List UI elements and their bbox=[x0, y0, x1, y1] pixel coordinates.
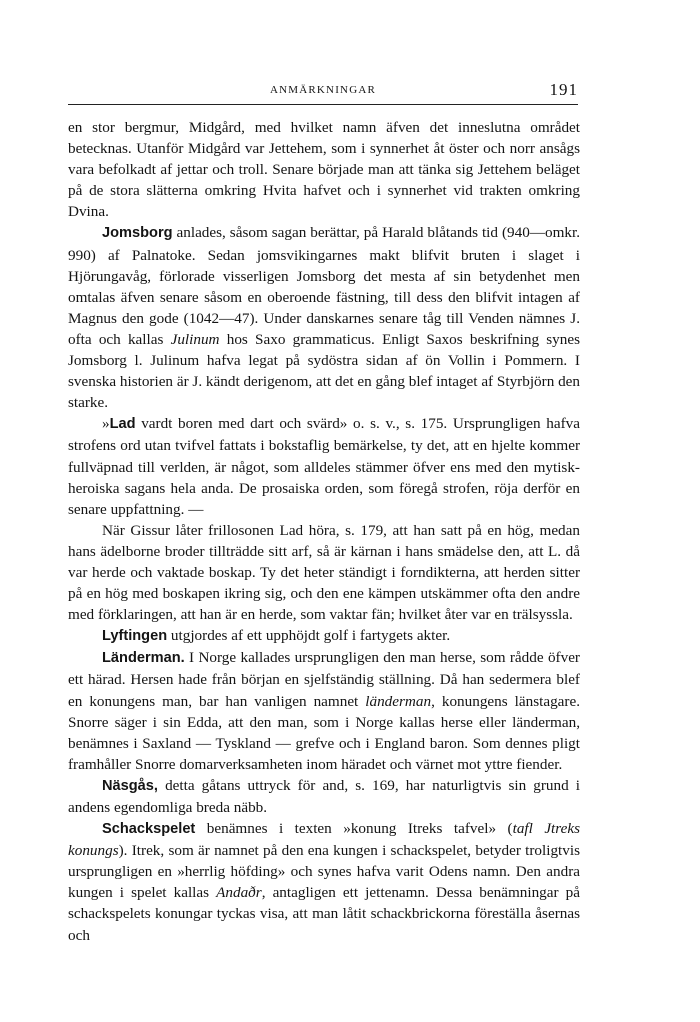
paragraph-nasgas bbox=[68, 775, 580, 818]
text-run: » bbox=[102, 415, 110, 433]
entry-term-schackspelet: Schackspelet bbox=[102, 821, 196, 838]
entry-term-nasgas: Näsgås, bbox=[102, 777, 158, 794]
italic-term: Julinum bbox=[170, 330, 220, 348]
text-run: ). Itrek, som är namnet på den ena kungen i schackspelet, betyder troligtvis ursprungligen en »herrlig höfding» och synes hafva varit Odens namn. Den andra kungen i spelet kallas bbox=[68, 842, 580, 902]
italic-term: tafl Jtreks konungs bbox=[68, 820, 581, 860]
text-run: vardt boren med dart och svärd» o. s. v., s. 175. Ursprungligen hafva strofens ord utan tvifvel fattats i bokstaflig bemärkelse, ty det, att en hjelte kommer fullväpnad till verlden, är något, som alldeles stämmer öfver ens med den mytisk-heroiska sagans hela anda. De prosaiska orden, som föregå strofen, röja derför en senare uppfattning. — bbox=[68, 415, 580, 518]
text-run: hos Saxo grammaticus. Enligt Saxos beskrifning synes Jomsborg l. Julinum hafva legat på sydöstra sidan af ön Vollin i Pommern. I svenska historien är J. kändt derigenom, att det en gång blef intaget af Styrbjörn den starke. bbox=[68, 330, 581, 412]
paragraph-lyftingen bbox=[68, 625, 580, 647]
header-rule bbox=[68, 104, 578, 105]
page-header bbox=[68, 80, 578, 106]
paragraph-schackspelet bbox=[68, 818, 580, 946]
body-text bbox=[68, 117, 580, 946]
entry-term-landerman: Länderman. bbox=[102, 650, 185, 667]
text-run: anlades, såsom sagan berättar, på Harald blåtands tid (940—omkr. 990) af Palnatoke. Sedan jomsvikingarnes makt blifvit bruten i slaget i Hjörungavåg, förlorade visserligen Jomsborg det mesta af sin betydenhet men omtalas äfven senare såsom en oberoende fästning, till dess den blifvit intagen af Magnus den gode (1042—47). Under danskarnes senare tåg till Venden nämnes J. ofta och kallas bbox=[68, 224, 580, 348]
running-head: ANMÄRKNINGAR bbox=[269, 84, 377, 96]
text-run: benämnes i texten »konung Itreks tafvel» ( bbox=[195, 820, 513, 838]
entry-term-lad: Lad bbox=[109, 416, 136, 433]
text-run: , antagligen ett jettenamn. Dessa benämningar på schackspelets konungar tyckas visa, att man låtit schackbrickorna föreställa åsernas och bbox=[68, 884, 580, 944]
text-run: en stor bergmur, Midgård, med hvilket namn äfven det inneslutna området betecknas. Utanför Midgård var Jettehem, som i synnerhet åt öster och norr ansågs vara befolkadt af jettar och troll. Senare började man att tänka sig Jettehem beläget på de stora slätterna omkring Hvita hafvet och i synnerhet vid trakten omkring Dvina. bbox=[68, 119, 580, 221]
entry-term-jomsborg: Jomsborg bbox=[102, 225, 173, 242]
italic-term: länderman bbox=[365, 692, 432, 710]
text-run: När Gissur låter frillosonen Lad höra, s. 179, att han satt på en hög, medan hans ädelborne broder tillträdde sitt arf, så är kärnan i hans smädelse den, att L. då var herde och vaktade boskap. Ty det heter ständigt i forndikterna, att herden sitter på en hög med boskapen ikring sig, och den ene kämpen utskämmer ofta den andre med förklaringen, att han är en herde, som vaktar fän; hvilket åter var en trälsyssla. bbox=[68, 521, 580, 624]
text-run: utgjordes af ett upphöjdt golf i fartygets akter. bbox=[167, 627, 451, 645]
paragraph-landerman bbox=[68, 647, 580, 775]
paragraph-lad bbox=[68, 413, 580, 519]
paragraph-gissur bbox=[68, 520, 580, 625]
text-run: detta gåtans uttryck för and, s. 169, har naturligtvis sin grund i andens egendomliga breda näbb. bbox=[68, 776, 580, 816]
italic-term: Andaðr bbox=[216, 884, 262, 902]
page-number: 191 bbox=[549, 80, 578, 99]
paragraph-jomsborg bbox=[68, 222, 580, 413]
paragraph-midgard bbox=[68, 117, 580, 222]
entry-term-lyftingen: Lyftingen bbox=[102, 628, 168, 645]
text-run: I Norge kallades ursprungligen den man herse, som rådde öfver ett härad. Hersen hade från början en sjelfständig ställning. Då han sedermera blef en konungens man, bar han vanligen namnet bbox=[68, 649, 580, 710]
text-run: , konungens länstagare. Snorre säger i sin Edda, att den man, som i Norge kallas herse eller länderman, benämnes i Saxland — Tyskland — grefve och i England baron. Som dennes pligt framhåller Snorre domarverksamheten inom häradet och värnet mot yttre fiender. bbox=[68, 692, 580, 773]
